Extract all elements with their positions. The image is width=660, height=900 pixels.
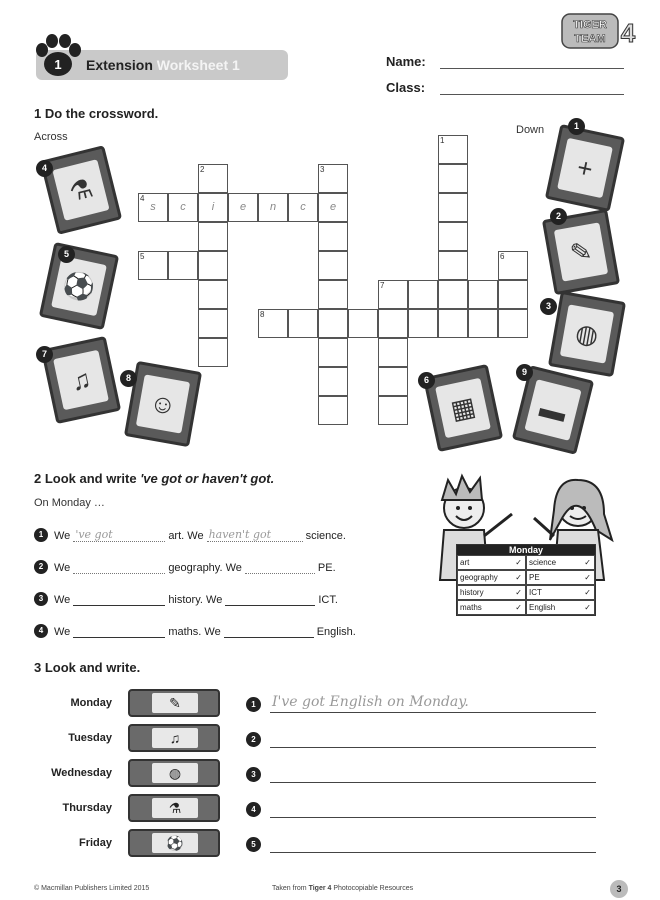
card-badge: 8 bbox=[120, 370, 137, 387]
answer-blank[interactable] bbox=[73, 624, 165, 638]
card-badge: 4 bbox=[36, 160, 53, 177]
class-label: Class: bbox=[386, 80, 426, 95]
ict-card bbox=[423, 364, 503, 452]
card-badge: 3 bbox=[540, 298, 557, 315]
clue-number: 3 bbox=[320, 165, 325, 174]
answer-blank[interactable] bbox=[73, 560, 165, 574]
sentence-line: 3 We history. We ICT. bbox=[34, 588, 424, 606]
card-badge: 6 bbox=[418, 372, 435, 389]
crossword-cell[interactable]: i bbox=[198, 193, 228, 222]
crossword-cell[interactable] bbox=[378, 338, 408, 367]
crossword-cell[interactable] bbox=[348, 309, 378, 338]
tiger-team-logo bbox=[560, 10, 640, 52]
crossword-cell[interactable] bbox=[438, 251, 468, 280]
card-badge: 1 bbox=[568, 118, 585, 135]
paw-icon bbox=[32, 34, 84, 80]
crossword-cell[interactable]: c bbox=[168, 193, 198, 222]
timetable-cell: English ✓ bbox=[526, 600, 595, 615]
subject-strip bbox=[128, 689, 220, 717]
maths-icon: + bbox=[557, 138, 613, 198]
sentence-line: 4 We maths. We English. bbox=[34, 620, 424, 638]
geography-icon: ◍ bbox=[152, 763, 198, 783]
crossword-cell[interactable] bbox=[318, 309, 348, 338]
crossword-cell[interactable]: e bbox=[228, 193, 258, 222]
music-card bbox=[41, 336, 121, 424]
write-line[interactable] bbox=[270, 747, 596, 748]
crossword-cell[interactable] bbox=[288, 309, 318, 338]
crossword-cell[interactable] bbox=[378, 309, 408, 338]
svg-text:4: 4 bbox=[620, 18, 636, 48]
crossword-cell[interactable] bbox=[378, 367, 408, 396]
title-light: Worksheet 1 bbox=[156, 57, 240, 73]
clue-number: 2 bbox=[200, 165, 205, 174]
crossword-cell[interactable] bbox=[318, 396, 348, 425]
crossword-cell[interactable] bbox=[198, 222, 228, 251]
crossword-cell[interactable] bbox=[198, 338, 228, 367]
crossword-cell[interactable] bbox=[498, 309, 528, 338]
clue-number: 1 bbox=[440, 136, 445, 145]
geography-icon: ◍ bbox=[560, 304, 614, 363]
answer-blank[interactable]: 've got bbox=[73, 528, 165, 542]
subject-strip bbox=[128, 759, 220, 787]
down-label: Down bbox=[516, 124, 545, 136]
clue-number: 6 bbox=[500, 252, 505, 261]
unit-number: 1 bbox=[54, 57, 62, 72]
title-bold: Extension bbox=[86, 57, 153, 73]
day-label: Monday bbox=[70, 697, 112, 709]
crossword-cell[interactable] bbox=[318, 338, 348, 367]
write-line[interactable] bbox=[270, 782, 596, 783]
crossword-cell[interactable] bbox=[318, 367, 348, 396]
subject-strip bbox=[128, 794, 220, 822]
crossword-cell[interactable] bbox=[318, 251, 348, 280]
crossword-cell[interactable] bbox=[318, 280, 348, 309]
science-icon: ⚗ bbox=[152, 798, 198, 818]
crossword-cell[interactable]: s bbox=[138, 193, 168, 222]
day-label: Friday bbox=[78, 837, 112, 849]
number-badge: 1 bbox=[246, 697, 261, 712]
answer-blank[interactable] bbox=[245, 560, 315, 574]
sentence-line: 1 We 've got art. We haven't got science. bbox=[34, 524, 424, 542]
timetable-cell: geography ✓ bbox=[457, 570, 526, 585]
timetable-grid bbox=[457, 555, 595, 615]
music-icon: ♫ bbox=[152, 728, 198, 748]
timetable-cell: science ✓ bbox=[526, 555, 595, 570]
art-icon: ✎ bbox=[554, 222, 608, 281]
timetable-cell: maths ✓ bbox=[457, 600, 526, 615]
subject-strip bbox=[128, 829, 220, 857]
maths-card bbox=[545, 124, 625, 212]
answer-blank[interactable] bbox=[225, 592, 315, 606]
number-badge: 3 bbox=[246, 767, 261, 782]
clue-number: 4 bbox=[140, 194, 145, 203]
on-monday-label: On Monday … bbox=[34, 497, 105, 509]
geography-card bbox=[548, 291, 626, 377]
section2-title: 2 Look and write 've got or haven't got. bbox=[34, 471, 275, 486]
crossword-cell[interactable] bbox=[468, 280, 498, 309]
pe-icon: ⚽ bbox=[152, 833, 198, 853]
crossword-cell[interactable] bbox=[168, 251, 198, 280]
class-field[interactable] bbox=[440, 94, 624, 95]
svg-text:TEAM: TEAM bbox=[574, 33, 606, 45]
name-label: Name: bbox=[386, 54, 426, 69]
pe-icon: ⚽ bbox=[51, 256, 107, 316]
subject-strip bbox=[128, 724, 220, 752]
number-badge: 4 bbox=[246, 802, 261, 817]
write-line[interactable] bbox=[270, 852, 596, 853]
sentence-line: 2 We geography. We PE. bbox=[34, 556, 424, 574]
card-badge: 7 bbox=[36, 346, 53, 363]
clue-number: 7 bbox=[380, 281, 385, 290]
example-answer: I've got English on Monday. bbox=[272, 694, 469, 710]
number-badge: 5 bbox=[246, 837, 261, 852]
crossword-cell[interactable] bbox=[438, 193, 468, 222]
clue-number: 5 bbox=[140, 252, 145, 261]
drama-icon: ☺ bbox=[136, 374, 190, 433]
crossword-cell[interactable] bbox=[198, 251, 228, 280]
crossword-cell[interactable] bbox=[198, 280, 228, 309]
answer-blank[interactable]: haven't got bbox=[207, 528, 303, 542]
crossword-cell[interactable] bbox=[378, 396, 408, 425]
art-icon: ✎ bbox=[152, 693, 198, 713]
crossword-cell[interactable] bbox=[408, 280, 438, 309]
card-badge: 9 bbox=[516, 364, 533, 381]
name-field[interactable] bbox=[440, 68, 624, 69]
timetable-cell: art ✓ bbox=[457, 555, 526, 570]
crossword-cell[interactable] bbox=[318, 222, 348, 251]
day-label: Thursday bbox=[62, 802, 112, 814]
svg-text:TIGER: TIGER bbox=[573, 19, 607, 31]
write-line[interactable] bbox=[270, 712, 596, 713]
section1-title: 1 Do the crossword. bbox=[34, 106, 159, 121]
crossword-cell[interactable] bbox=[468, 309, 498, 338]
crossword-cell[interactable] bbox=[438, 280, 468, 309]
answer-blank[interactable] bbox=[224, 624, 314, 638]
crossword-cell[interactable]: e bbox=[318, 193, 348, 222]
monday-timetable bbox=[456, 544, 596, 616]
number-badge: 2 bbox=[246, 732, 261, 747]
clue-number: 8 bbox=[260, 310, 265, 319]
card-badge: 2 bbox=[550, 208, 567, 225]
science-icon: ⚗ bbox=[52, 159, 109, 221]
worksheet-title bbox=[86, 57, 240, 73]
sentence-list bbox=[34, 524, 424, 638]
page-number: 3 bbox=[610, 880, 628, 898]
crossword-cell[interactable] bbox=[438, 164, 468, 193]
crossword-cell[interactable] bbox=[198, 309, 228, 338]
crossword-cell[interactable] bbox=[438, 222, 468, 251]
crossword-cell[interactable] bbox=[438, 309, 468, 338]
crossword-cell[interactable] bbox=[498, 280, 528, 309]
timetable-cell: PE ✓ bbox=[526, 570, 595, 585]
write-line[interactable] bbox=[270, 817, 596, 818]
crossword-cell[interactable]: n bbox=[258, 193, 288, 222]
crossword-cell[interactable] bbox=[408, 309, 438, 338]
history-icon: ▬ bbox=[524, 379, 581, 441]
section3-title: 3 Look and write. bbox=[34, 660, 141, 675]
timetable-title: Monday bbox=[457, 545, 595, 555]
timetable-cell: history ✓ bbox=[457, 585, 526, 600]
timetable-cell: ICT ✓ bbox=[526, 585, 595, 600]
answer-blank[interactable] bbox=[73, 592, 165, 606]
music-icon: ♫ bbox=[53, 350, 109, 410]
ict-icon: ▦ bbox=[435, 378, 491, 438]
day-label: Tuesday bbox=[68, 732, 112, 744]
card-badge: 5 bbox=[58, 246, 75, 263]
day-label: Wednesday bbox=[51, 767, 112, 779]
copyright: © Macmillan Publishers Limited 2015 bbox=[34, 885, 150, 892]
across-label: Across bbox=[34, 131, 68, 143]
science-card bbox=[40, 145, 122, 235]
source-note: Taken from Tiger 4 Photocopiable Resources bbox=[272, 885, 414, 892]
pe-card bbox=[39, 242, 119, 330]
crossword-cell[interactable]: c bbox=[288, 193, 318, 222]
